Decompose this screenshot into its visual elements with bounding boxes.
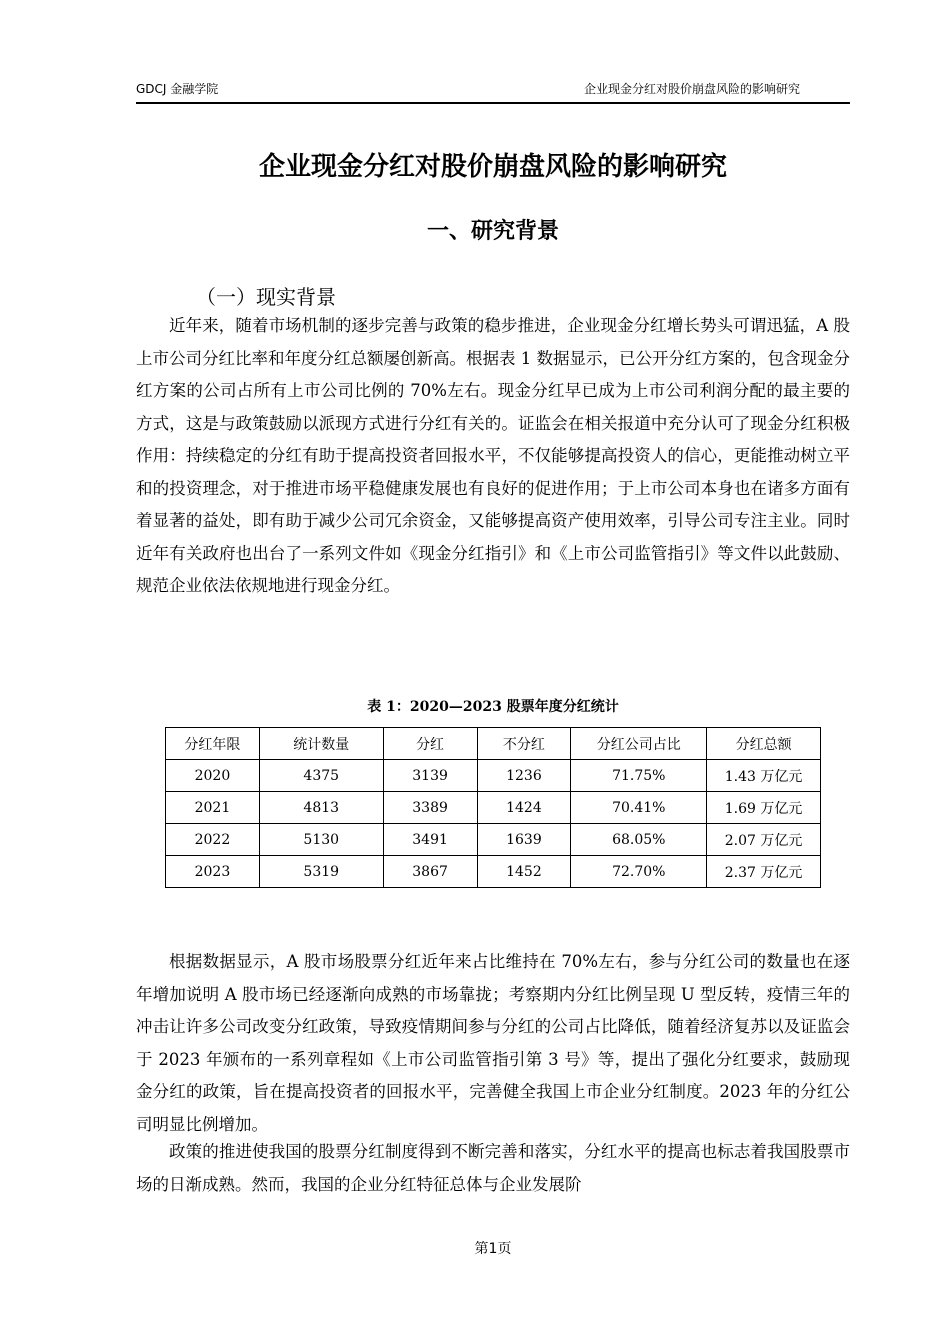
table-cell: 4375	[259, 760, 383, 792]
table-cell: 2021	[166, 792, 260, 824]
table-cell: 3867	[383, 856, 477, 888]
table-cell: 1639	[477, 824, 571, 856]
table-cell: 1236	[477, 760, 571, 792]
table-cell: 3491	[383, 824, 477, 856]
table-cell: 1.43 万亿元	[707, 760, 821, 792]
table-cell: 2.37 万亿元	[707, 856, 821, 888]
table-cell: 71.75%	[571, 760, 707, 792]
table-row	[166, 856, 821, 888]
table-cell: 2023	[166, 856, 260, 888]
document-title: 企业现金分红对股价崩盘风险的影响研究	[258, 152, 727, 182]
section-heading: 一、研究背景	[426, 219, 559, 244]
table-header-row	[166, 728, 821, 760]
table-cell: 70.41%	[571, 792, 707, 824]
subsection-heading: （一）现实背景	[196, 285, 336, 309]
page-header	[136, 78, 850, 104]
header-right-text: 企业现金分红对股价崩盘风险的影响研究	[583, 82, 800, 96]
dividend-stats-table	[165, 727, 821, 888]
table-caption: 表 1：2020—2023 股票年度分红统计	[367, 699, 619, 715]
header-cell: 分红公司占比	[571, 728, 707, 760]
header-cell: 分红年限	[166, 728, 260, 760]
header-cell: 分红总额	[707, 728, 821, 760]
table-cell: 72.70%	[571, 856, 707, 888]
table-cell: 68.05%	[571, 824, 707, 856]
table-cell: 3389	[383, 792, 477, 824]
table-cell: 1452	[477, 856, 571, 888]
table-cell: 2.07 万亿元	[707, 824, 821, 856]
header-left-text: GDCJ 金融学院	[136, 82, 219, 96]
paragraph-3: 政策的推进使我国的股票分红制度得到不断完善和落实，分红水平的提高也标志着我国股票市场的日渐成熟。然而，我国的企业分红特征总体与企业发展阶	[136, 1142, 850, 1194]
header-cell: 分红	[383, 728, 477, 760]
paragraph-1: 近年来，随着市场机制的逐步完善与政策的稳步推进，企业现金分红增长势头可谓迅猛，A 股上市公司分红比率和年度分红总额屡创新高。根据表 1 数据显示，已公开分红方案的，包含现金分红方案的公司占所有上市公司比例的 70%左右。现金分红早已成为上市公司利润分配的最主要的方式，这是与政策鼓励以派现方式进行分红有关的。证监会在相关报道中充分认可了现金分红积极作用：持续稳定的分红有助于提高投资者回报水平，不仅能够提高投资人的信心，更能推动树立平和的投资理念，对于推进市场平稳健康发展也有良好的促进作用；于上市公司本身也在诸多方面有着显著的益处，即有助于减少公司冗余资金，又能够提高资产使用效率，引导公司专注主业。同时近年有关政府也出台了一系列文件如《现金分红指引》和《上市公司监管指引》等文件以此鼓励、规范企业依法依规地进行现金分红。	[136, 316, 850, 595]
paragraph-2: 根据数据显示，A 股市场股票分红近年来占比维持在 70%左右，参与分红公司的数量也在逐年增加说明 A 股市场已经逐渐向成熟的市场靠拢；考察期内分红比例呈现 U 型反转，疫情三年的冲击让许多公司改变分红政策，导致疫情期间参与分红的公司占比降低，随着经济复苏以及证监会于 2023 年颁布的一系列章程如《上市公司监管指引第 3 号》等，提出了强化分红要求，鼓励现金分红的政策，旨在提高投资者的回报水平，完善健全我国上市企业分红制度。2023 年的分红公司明显比例增加。	[136, 952, 850, 1134]
table-row	[166, 760, 821, 792]
table-cell: 4813	[259, 792, 383, 824]
table-cell: 5130	[259, 824, 383, 856]
table-cell: 3139	[383, 760, 477, 792]
table-row	[166, 792, 821, 824]
header-cell: 不分红	[477, 728, 571, 760]
table-cell: 2020	[166, 760, 260, 792]
table-cell: 1.69 万亿元	[707, 792, 821, 824]
table-row	[166, 824, 821, 856]
page-number: 第1页	[474, 1241, 512, 1257]
table-cell: 1424	[477, 792, 571, 824]
table-cell: 2022	[166, 824, 260, 856]
table-cell: 5319	[259, 856, 383, 888]
header-cell: 统计数量	[259, 728, 383, 760]
